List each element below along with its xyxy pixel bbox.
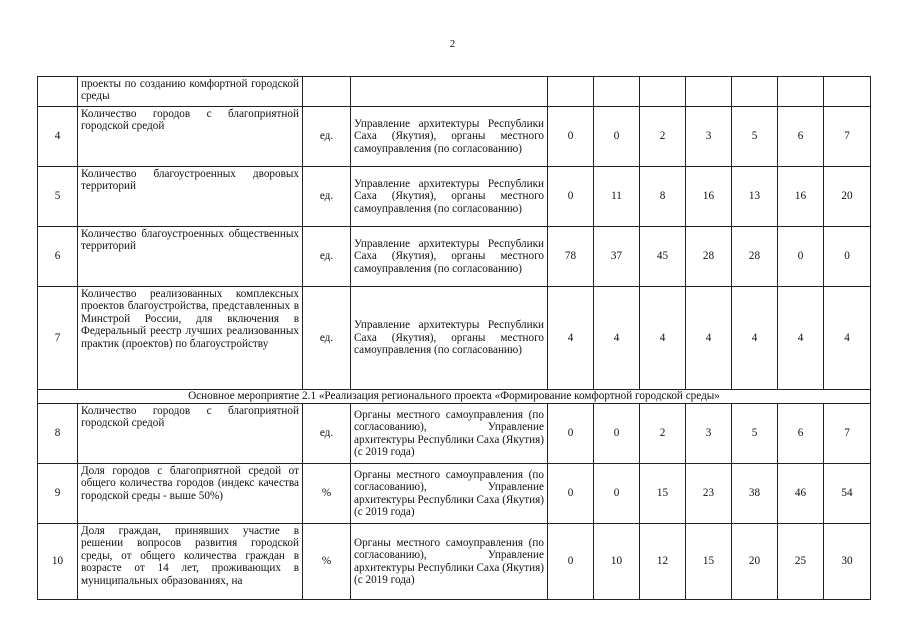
value-cell: 7 xyxy=(824,404,871,464)
value-cell: 10 xyxy=(594,524,640,600)
unit-cell: % xyxy=(303,524,351,600)
indicator-name-cell: Количество городов с благоприятной городской средой xyxy=(78,107,303,167)
value-cell xyxy=(778,77,824,107)
responsible-cell: Органы местного самоуправления (по согласованию), Управление архитектуры Республики Саха (Якутия) (с 2019 года) xyxy=(351,524,548,600)
value-cell: 6 xyxy=(778,404,824,464)
value-cell: 0 xyxy=(594,107,640,167)
row-number-cell: 10 xyxy=(38,524,78,600)
value-cell: 12 xyxy=(640,524,686,600)
value-cell xyxy=(824,77,871,107)
value-cell: 5 xyxy=(732,404,778,464)
unit-cell: % xyxy=(303,464,351,524)
value-cell xyxy=(640,77,686,107)
value-cell: 5 xyxy=(732,107,778,167)
section-title: Основное мероприятие 2.1 «Реализация регионального проекта «Формирование комфортной городской среды» xyxy=(38,390,871,404)
value-cell: 0 xyxy=(594,464,640,524)
value-cell: 37 xyxy=(594,227,640,287)
value-cell: 20 xyxy=(824,167,871,227)
value-cell: 23 xyxy=(686,464,732,524)
value-cell: 0 xyxy=(548,404,594,464)
unit-cell: ед. xyxy=(303,167,351,227)
table-row xyxy=(38,107,871,167)
row-number-cell: 6 xyxy=(38,227,78,287)
value-cell: 3 xyxy=(686,404,732,464)
value-cell xyxy=(732,77,778,107)
responsible-cell: Органы местного самоуправления (по согласованию), Управление архитектуры Республики Саха (Якутия) (с 2019 года) xyxy=(351,464,548,524)
row-number-cell xyxy=(38,77,78,107)
value-cell: 0 xyxy=(594,404,640,464)
value-cell: 15 xyxy=(686,524,732,600)
value-cell: 20 xyxy=(732,524,778,600)
row-number-cell: 7 xyxy=(38,287,78,390)
indicator-name-cell: Количество реализованных комплексных проектов благоустройства, представленных в Минстрой России, для включения в Федеральный реестр лучших реализованных практик (проектов) по благоустройству xyxy=(78,287,303,390)
value-cell: 16 xyxy=(686,167,732,227)
table-row xyxy=(38,167,871,227)
responsible-cell xyxy=(351,77,548,107)
value-cell: 46 xyxy=(778,464,824,524)
value-cell: 45 xyxy=(640,227,686,287)
value-cell: 30 xyxy=(824,524,871,600)
value-cell: 0 xyxy=(548,167,594,227)
value-cell xyxy=(686,77,732,107)
value-cell: 15 xyxy=(640,464,686,524)
value-cell: 8 xyxy=(640,167,686,227)
unit-cell: ед. xyxy=(303,227,351,287)
table-row xyxy=(38,287,871,390)
value-cell: 6 xyxy=(778,107,824,167)
value-cell: 54 xyxy=(824,464,871,524)
value-cell: 4 xyxy=(824,287,871,390)
value-cell: 4 xyxy=(548,287,594,390)
value-cell: 4 xyxy=(732,287,778,390)
table-row xyxy=(38,464,871,524)
row-number-cell: 9 xyxy=(38,464,78,524)
value-cell: 0 xyxy=(548,524,594,600)
row-number-cell: 5 xyxy=(38,167,78,227)
value-cell xyxy=(594,77,640,107)
value-cell: 78 xyxy=(548,227,594,287)
value-cell: 16 xyxy=(778,167,824,227)
indicator-name-cell: Количество городов с благоприятной городской средой xyxy=(78,404,303,464)
value-cell: 38 xyxy=(732,464,778,524)
responsible-cell: Управление архитектуры Республики Саха (Якутия), органы местного самоуправления (по согласованию) xyxy=(351,167,548,227)
indicator-name-cell: проекты по созданию комфортной городской среды xyxy=(78,77,303,107)
value-cell: 25 xyxy=(778,524,824,600)
value-cell: 11 xyxy=(594,167,640,227)
unit-cell: ед. xyxy=(303,404,351,464)
value-cell: 28 xyxy=(686,227,732,287)
row-number-cell: 8 xyxy=(38,404,78,464)
value-cell: 0 xyxy=(548,107,594,167)
value-cell: 4 xyxy=(594,287,640,390)
value-cell: 0 xyxy=(778,227,824,287)
value-cell: 2 xyxy=(640,107,686,167)
section-header-row xyxy=(38,390,871,404)
value-cell: 0 xyxy=(548,464,594,524)
responsible-cell: Управление архитектуры Республики Саха (Якутия), органы местного самоуправления (по согласованию) xyxy=(351,227,548,287)
row-number-cell: 4 xyxy=(38,107,78,167)
page-number: 2 xyxy=(449,38,456,50)
indicator-name-cell: Количество благоустроенных общественных территорий xyxy=(78,227,303,287)
responsible-cell: Органы местного самоуправления (по согласованию), Управление архитектуры Республики Саха (Якутия) (с 2019 года) xyxy=(351,404,548,464)
value-cell: 13 xyxy=(732,167,778,227)
indicator-name-cell: Количество благоустроенных дворовых территорий xyxy=(78,167,303,227)
indicator-name-cell: Доля граждан, принявших участие в решении вопросов развития городской среды, от общего количества граждан в возрасте от 14 лет, проживающих в муниципальных образованиях, на xyxy=(78,524,303,600)
value-cell: 4 xyxy=(640,287,686,390)
value-cell: 0 xyxy=(824,227,871,287)
responsible-cell: Управление архитектуры Республики Саха (Якутия), органы местного самоуправления (по согласованию) xyxy=(351,287,548,390)
table-row xyxy=(38,404,871,464)
value-cell: 28 xyxy=(732,227,778,287)
value-cell: 4 xyxy=(686,287,732,390)
indicator-name-cell: Доля городов с благоприятной средой от общего количества городов (индекс качества городской среды - выше 50%) xyxy=(78,464,303,524)
table-row xyxy=(38,227,871,287)
table-row-continued xyxy=(38,77,871,107)
unit-cell xyxy=(303,77,351,107)
responsible-cell: Управление архитектуры Республики Саха (Якутия), органы местного самоуправления (по согласованию) xyxy=(351,107,548,167)
value-cell: 2 xyxy=(640,404,686,464)
unit-cell: ед. xyxy=(303,287,351,390)
value-cell: 3 xyxy=(686,107,732,167)
value-cell: 7 xyxy=(824,107,871,167)
unit-cell: ед. xyxy=(303,107,351,167)
value-cell xyxy=(548,77,594,107)
indicators-table xyxy=(37,76,871,600)
value-cell: 4 xyxy=(778,287,824,390)
table-row xyxy=(38,524,871,600)
